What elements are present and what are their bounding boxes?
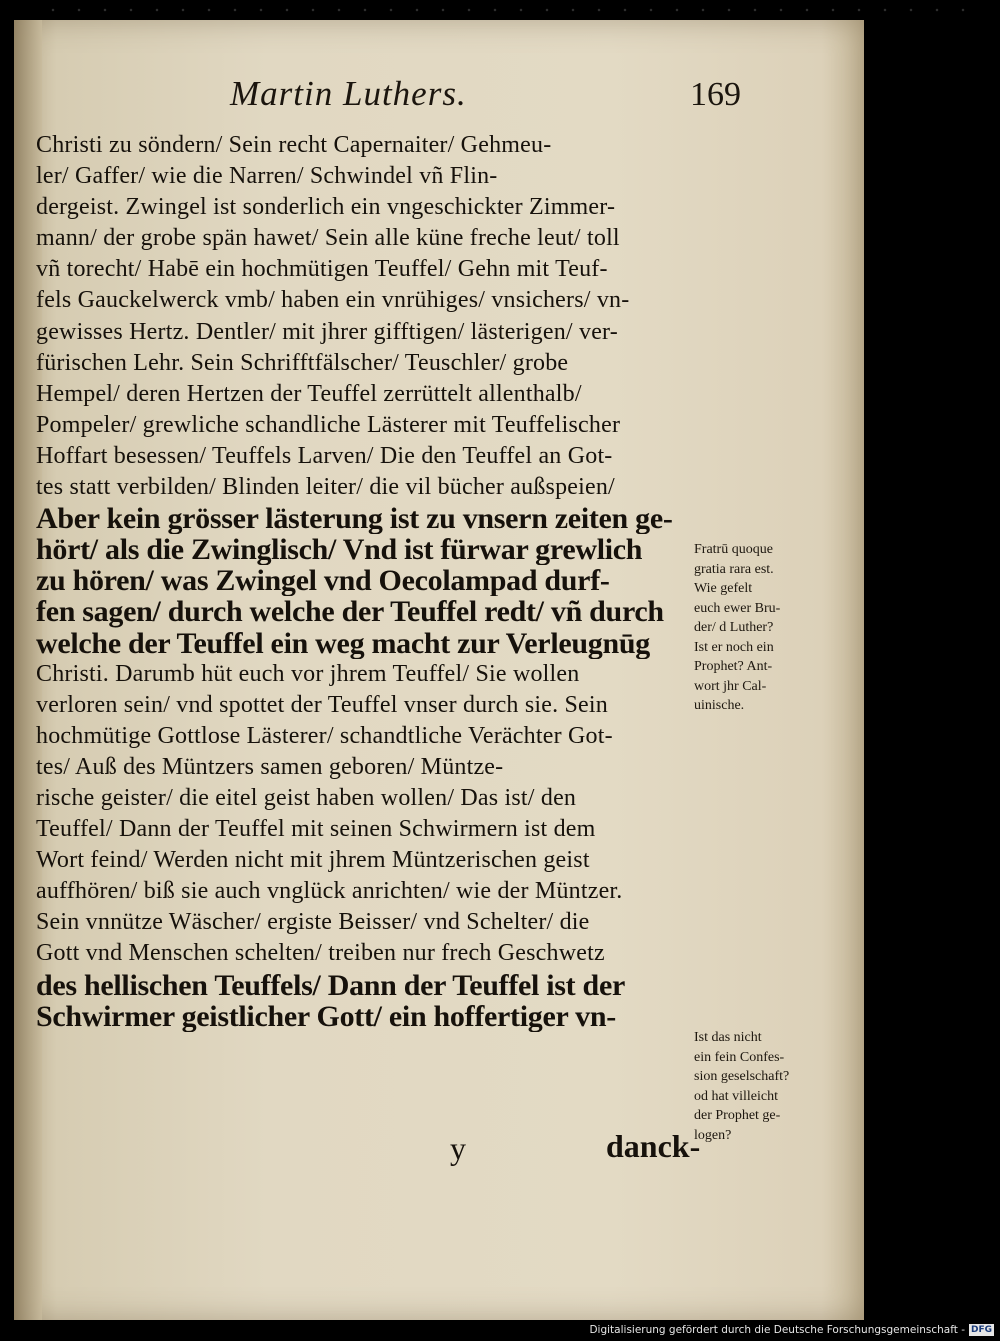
marginal-note xyxy=(694,540,844,716)
signature-mark: y xyxy=(450,1130,466,1166)
text-line: Christi zu söndern/ Sein recht Capernaiter/ Gehmeu- xyxy=(36,132,552,158)
marginal-note xyxy=(694,1028,844,1145)
page-number: 169 xyxy=(690,76,741,113)
text-line: ler/ Gaffer/ wie die Narren/ Schwindel vñ Flin- xyxy=(36,163,498,190)
text-line: mann/ der grobe spän hawet/ Sein alle küne freche leut/ toll xyxy=(36,225,620,252)
marginal-line: Fratrū quoque xyxy=(694,542,773,557)
text-line: vñ torecht/ Habē ein hochmütigen Teuffel/ Gehn mit Teuf- xyxy=(36,256,608,283)
marginal-line: od hat villeicht xyxy=(694,1088,778,1104)
text-line: Sein vnnütze Wäscher/ ergiste Beisser/ vnd Schelter/ die xyxy=(36,909,590,936)
marginal-line: sion geselschaft? xyxy=(694,1069,790,1084)
text-line: rische geister/ die eitel geist haben wollen/ Das ist/ den xyxy=(36,784,577,811)
marginal-line: logen? xyxy=(694,1127,732,1143)
text-line: Christi. Darumb hüt euch vor jhrem Teuffel/ Sie wollen xyxy=(36,660,580,687)
marginal-line: Wie gefelt xyxy=(694,581,753,596)
marginal-line: Ist er noch ein xyxy=(694,639,774,655)
text-line: auffhören/ biß sie auch vnglück anrichten/ wie der Müntzer. xyxy=(36,878,623,905)
text-line: fels Gauckelwerck vmb/ haben ein vnrühiges/ vnsichers/ vn- xyxy=(36,287,630,314)
text-line: Aber kein grösser lästerung ist zu vnsern zeiten ge- xyxy=(36,503,673,535)
text-line: Schwirmer geistlicher Gott/ ein hoffertiger vn- xyxy=(36,1000,616,1032)
marginal-line: ein fein Confes- xyxy=(694,1049,785,1065)
text-line: hochmütige Gottlose Lästerer/ schandtliche Verächter Got- xyxy=(36,722,613,749)
text-line: Pompeler/ grewliche schandliche Lästerer mit Teuffelischer xyxy=(36,411,621,438)
catchword: danck- xyxy=(606,1128,701,1164)
text-line: gewisses Hertz. Dentler/ mit jhrer gifftigen/ lästerigen/ ver- xyxy=(36,318,618,345)
credit-text: Digitalisierung gefördert durch die Deutsche Forschungsgemeinschaft - xyxy=(589,1324,965,1336)
text-line: Hoffart besessen/ Teuffels Larven/ Die den Teuffel an Got- xyxy=(36,442,613,469)
text-line: dergeist. Zwingel ist sonderlich ein vngeschickter Zimmer- xyxy=(36,194,616,221)
text-line: verloren sein/ vnd spottet der Teuffel vnser durch sie. Sein xyxy=(36,691,608,718)
marginal-line: Prophet? Ant- xyxy=(694,659,773,674)
main-text-block xyxy=(36,130,688,1032)
marginal-line: Ist das nicht xyxy=(694,1030,762,1045)
digitization-credit xyxy=(589,1322,994,1338)
text-line: welche der Teuffel ein weg macht zur Verleugnūg xyxy=(36,627,650,659)
marginal-line: wort jhr Cal- xyxy=(694,678,767,694)
text-line: des hellischen Teuffels/ Dann der Teuffel ist der xyxy=(36,969,625,1001)
text-line: fen sagen/ durch welche der Teuffel redt/ vñ durch xyxy=(36,596,664,628)
text-line: Wort feind/ Werden nicht mit jhrem Müntzerischen geist xyxy=(36,847,590,874)
marginal-line: euch ewer Bru- xyxy=(694,600,781,616)
text-line: tes/ Auß des Müntzers samen geboren/ Müntze- xyxy=(36,753,504,780)
marginal-line: gratia rara est. xyxy=(694,561,774,577)
dfg-logo: DFG xyxy=(970,1325,992,1335)
text-line: hört/ als die Zwinglisch/ Vnd ist fürwar grewlich xyxy=(36,534,643,566)
text-line: Hempel/ deren Hertzen der Teuffel zerrüttelt allenthalb/ xyxy=(36,380,582,407)
color-calibration-strip xyxy=(40,6,980,14)
marginal-line: der/ d Luther? xyxy=(694,620,774,635)
text-line: Gott vnd Menschen schelten/ treiben nur frech Geschwetz xyxy=(36,940,605,967)
text-line: Teuffel/ Dann der Teuffel mit seinen Schwirmern ist dem xyxy=(36,816,596,843)
running-title: Martin Luthers. xyxy=(230,74,467,113)
marginal-line: der Prophet ge- xyxy=(694,1108,781,1123)
marginal-line: uinische. xyxy=(694,698,745,713)
text-line: tes statt verbilden/ Blinden leiter/ die vil bücher außspeien/ xyxy=(36,474,615,501)
text-line: fürischen Lehr. Sein Schrifftfälscher/ Teuschler/ grobe xyxy=(36,349,569,376)
text-line: zu hören/ was Zwingel vnd Oecolampad durf- xyxy=(36,565,610,597)
